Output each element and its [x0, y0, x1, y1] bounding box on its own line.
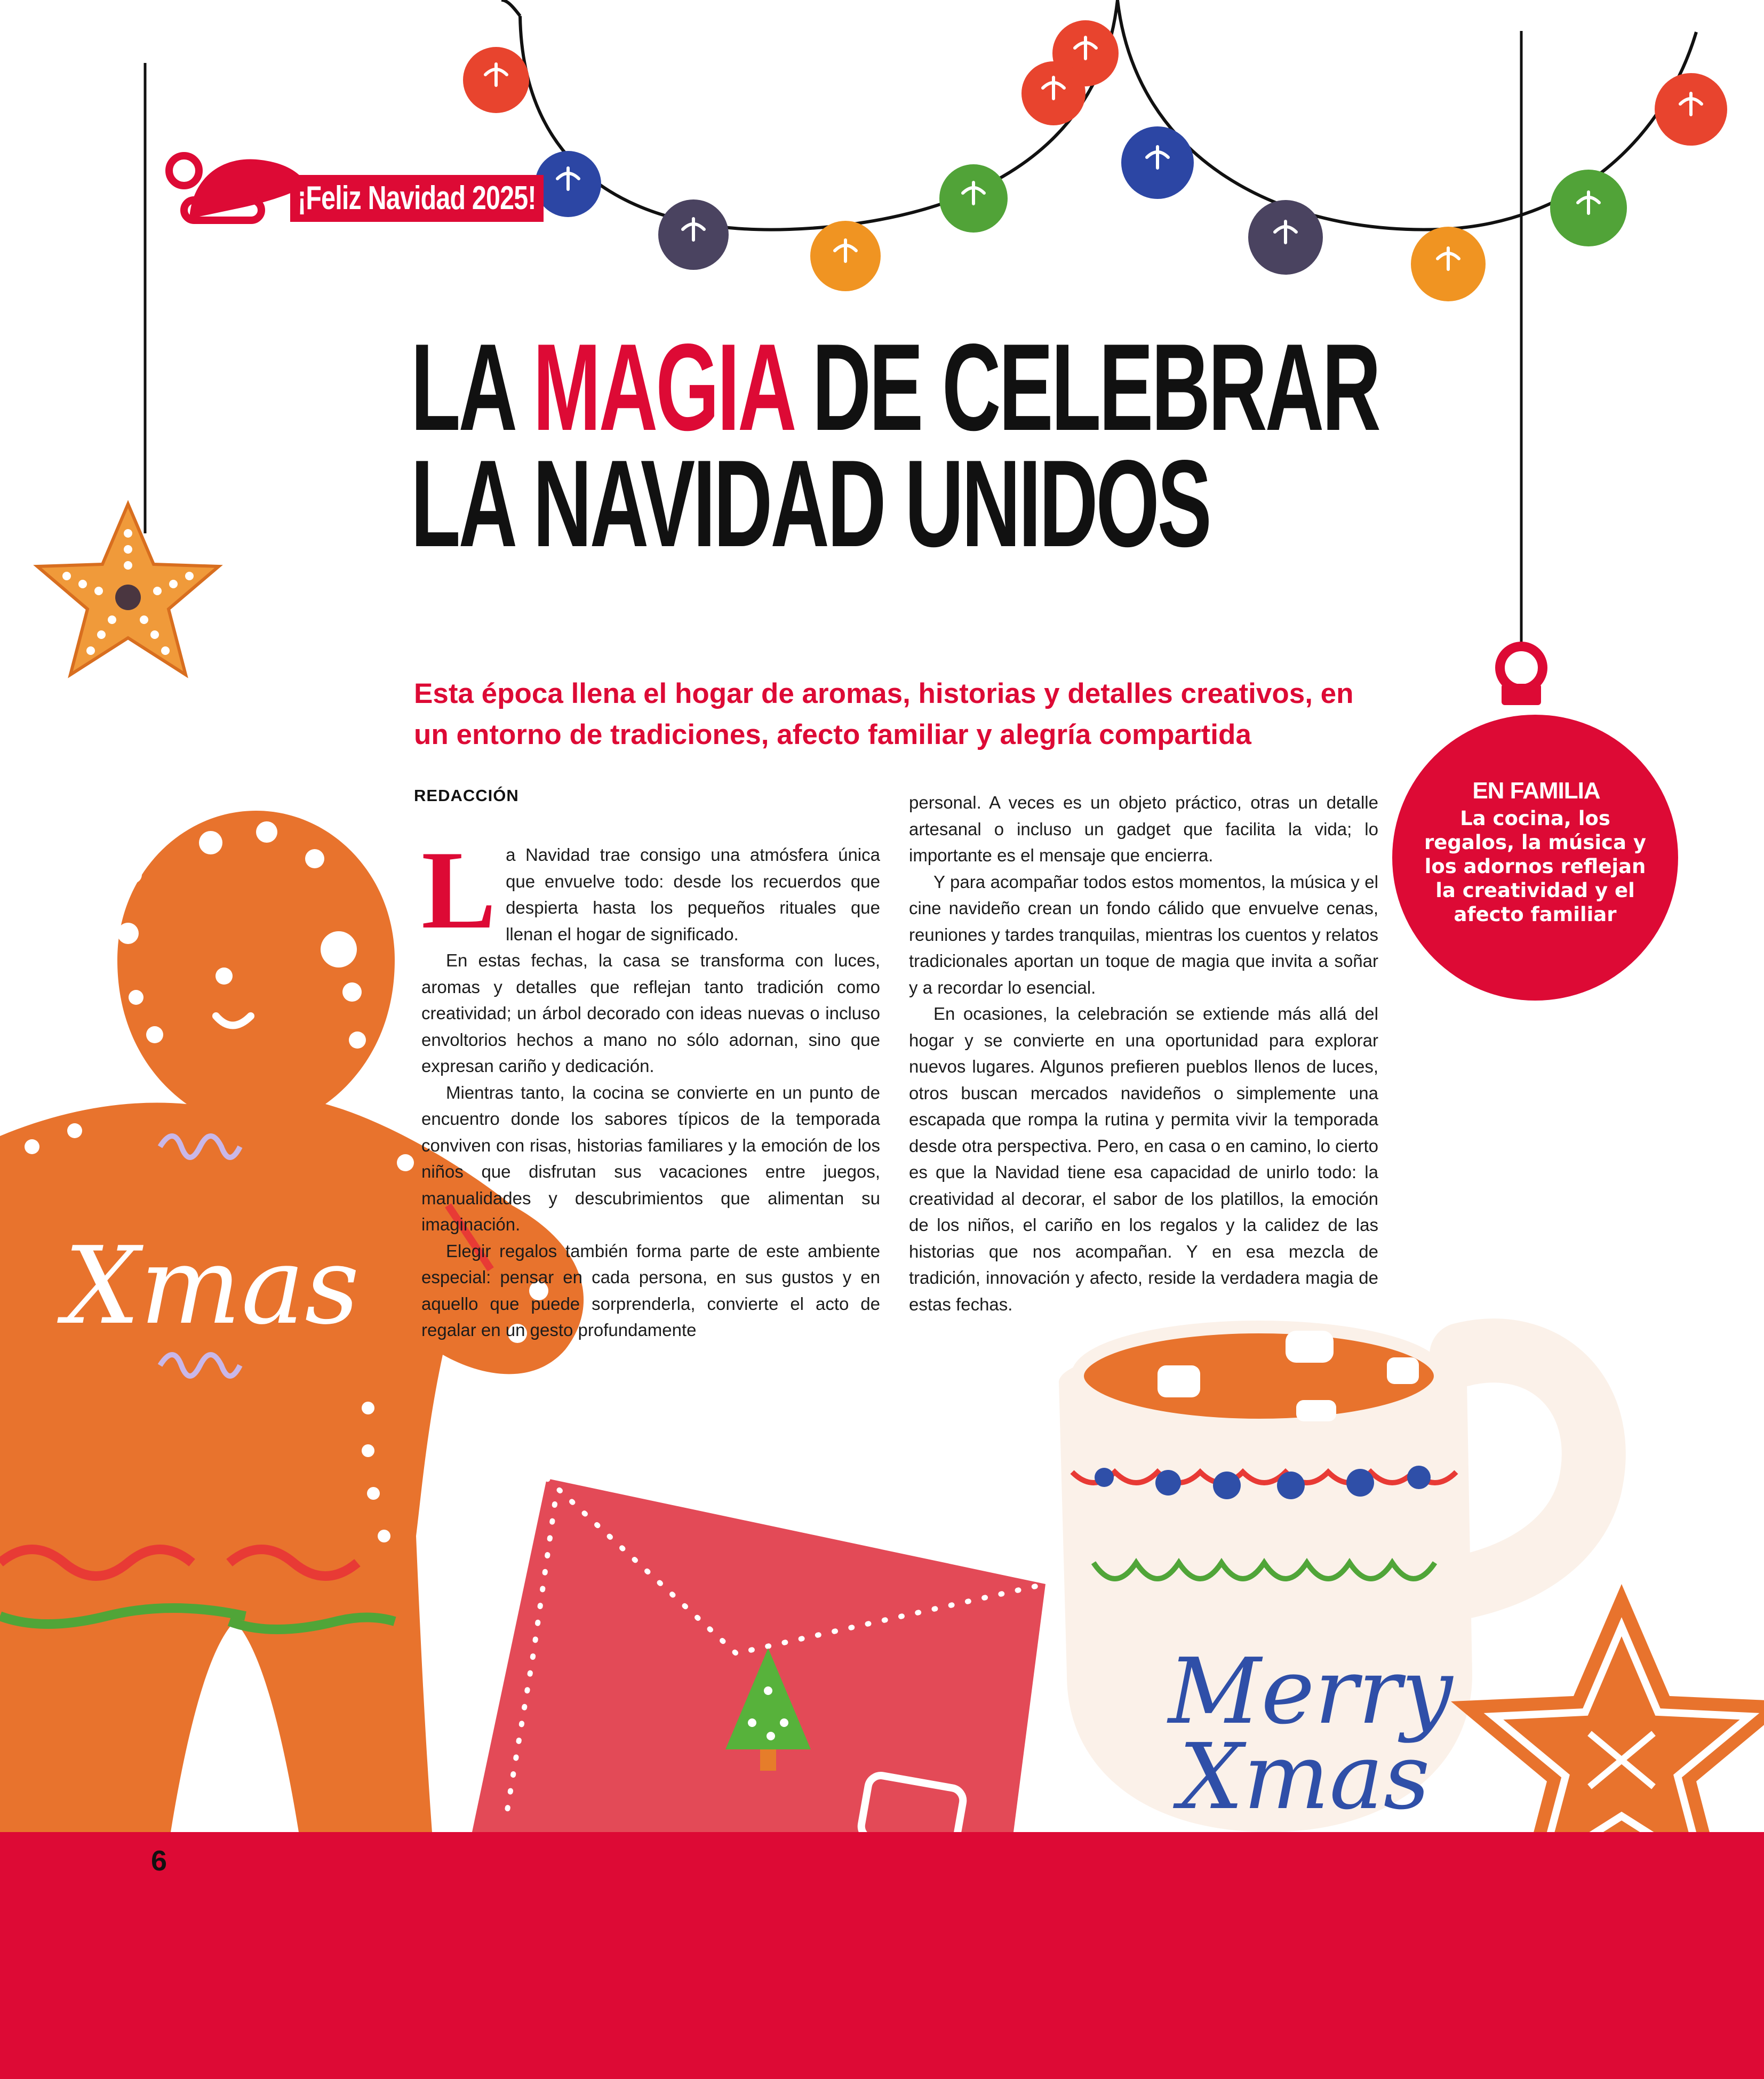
paragraph: Mientras tanto, la cocina se convierte en un punto de encuentro donde los sabores típicos de la temporada conviven con risas, historias familiares y la emoción de los niños que disfrutan sus vacaciones entre juegos, manualidades y descubrimientos que alimentan su imaginación.	[421, 1082, 880, 1234]
paragraph: a Navidad trae consigo una atmósfera única que envuelve todo: desde los recuerdos que despierta hasta los pequeños rituales que llenan el hogar de significado.	[506, 845, 880, 944]
article-column-1	[421, 828, 880, 1344]
section-tag: ¡Feliz Navidad 2025!	[290, 175, 544, 222]
paragraph: Y para acompañar todos estos momentos, la música y el cine navideño crean un fondo cálido que envuelve cenas, reuniones y tardes tranquilas, mientras los cuentos y relatos tradicionales aportan un toque de magia que invita a soñar y a recordar lo esencial.	[909, 871, 1378, 997]
paragraph: Elegir regalos también forma parte de este ambiente especial: pensar en cada persona, en sus gustos y en aquello que puede sorprenderla, convierte el acto de regalar en un gesto profundamente	[421, 1241, 880, 1340]
star-cookie-icon	[37, 504, 219, 675]
headline	[411, 318, 1379, 573]
sidebar-text: La cocina, los regalos, la música y los adornos reflejan la creatividad y el afecto familiar	[1424, 807, 1646, 926]
headline-highlight: MAGIA	[533, 318, 792, 457]
paragraph: En estas fechas, la casa se transforma con luces, aromas y detalles que reflejan tanto tradición como creatividad; un árbol decorado con ideas nuevas o incluso envoltorios hechos a mano no sólo adornan, sino que expresan cariño y dedicación.	[421, 950, 880, 1076]
santa-hat-icon	[169, 156, 307, 220]
paragraph: En ocasiones, la celebración se extiende más allá del hogar y se convierte en una oportunidad para explorar nuevos lugares. Algunos prefieren pueblos llenos de luces, otros buscan mercados navideños o simplemente una escapada que rompa la rutina y permita vivir la temporada desde otra perspectiva. Pero, en casa o en camino, lo cierto es que la Navidad tiene esa capacidad de unirlo todo: la creatividad al decorar, el sabor de los platillos, la emoción de los niños, el cariño en los regalos y la calidez de las historias que nos acompañan. Y en esa mezcla de tradición, innovación y afecto, reside la verdadera magia de estas fechas.	[909, 1004, 1378, 1314]
mug-text-merry: Merry	[1168, 1639, 1453, 1745]
mug	[1059, 1327, 1594, 1832]
footer-bar	[0, 1832, 1764, 2079]
drop-cap: L	[421, 828, 497, 952]
string-lights	[463, 20, 1727, 301]
byline: REDACCIÓN	[414, 786, 519, 805]
page-number: 6	[151, 1845, 167, 1877]
headline-part2: DE CELEBRAR	[791, 318, 1379, 457]
deck: Esta época llena el hogar de aromas, historias y detalles creativos, en un entorno de tradiciones, afecto familiar y alegría compartida	[414, 678, 1354, 750]
envelope	[472, 1478, 1045, 1853]
paragraph: personal. A veces es un objeto práctico, otras un detalle artesanal o incluso un gadget que facilita la vida; lo importante es el mensaje que encierra.	[909, 793, 1378, 865]
sidebar-title: EN FAMILIA	[1472, 778, 1600, 804]
gingerbread-xmas-text: Xmas	[64, 1224, 360, 1348]
headline-line2: LA NAVIDAD UNIDOS	[411, 435, 1210, 573]
headline-part1: LA	[411, 318, 533, 457]
mug-text-xmas: Xmas	[1179, 1724, 1430, 1830]
article-column-2	[909, 789, 1378, 1317]
